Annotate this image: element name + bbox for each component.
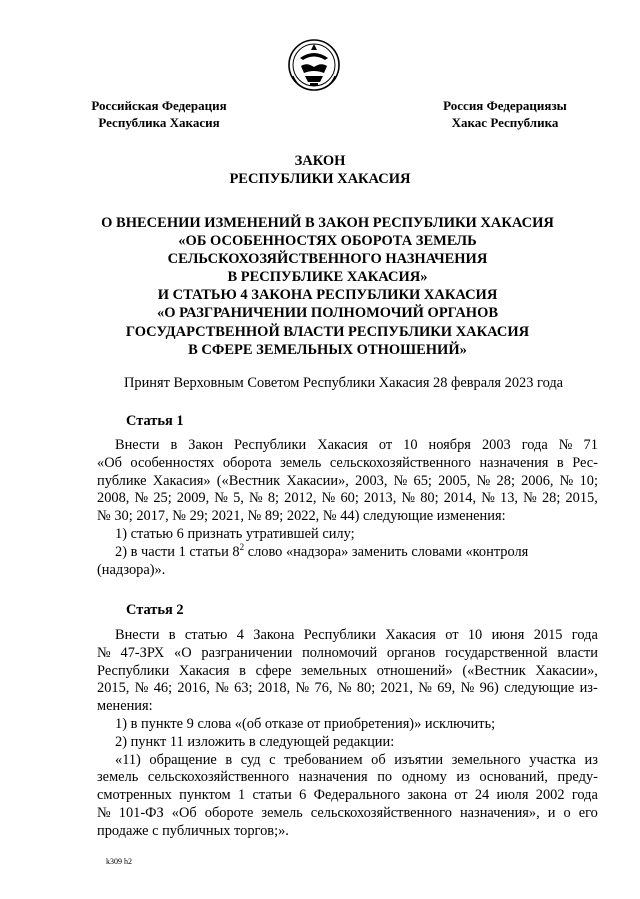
word: 80; (356, 680, 376, 697)
word: 2006, (521, 472, 554, 489)
word: от (378, 437, 393, 453)
word: № (481, 490, 495, 507)
word: Республики (303, 627, 376, 643)
word: «Об (171, 804, 197, 821)
article-1-body (97, 437, 598, 579)
paragraph-line (97, 455, 598, 473)
word: 13, (500, 490, 519, 507)
word: назначения», (459, 804, 540, 821)
khakassia-coat-of-arms-icon (287, 36, 341, 94)
word: участка (529, 751, 576, 768)
header-left-block (88, 97, 230, 131)
word: 8; (267, 490, 280, 507)
word: 2012, (284, 490, 317, 507)
word: июля (496, 787, 529, 804)
paragraph-line (97, 663, 598, 681)
word: «О (174, 644, 192, 661)
word: № (97, 644, 111, 661)
word: 69, (437, 680, 456, 697)
word: Хакасии», (286, 472, 349, 489)
paragraph-line (97, 680, 598, 698)
word: Хакасия (385, 627, 436, 643)
paragraph-line: продаже с публичных торгов;». (97, 822, 289, 839)
word: № (215, 680, 229, 697)
word: 76, (314, 680, 333, 697)
word: № (460, 680, 475, 697)
word: Закон (188, 437, 223, 453)
word: по (377, 769, 393, 786)
word: сельскохозяйственного (147, 769, 290, 786)
document-code: k309 h2 (106, 857, 132, 866)
paragraph-line (97, 645, 598, 663)
header-right-line: Хакас Республика (451, 115, 559, 130)
word: 6 (299, 787, 307, 804)
word: суд (240, 751, 261, 768)
word: публике (97, 472, 147, 489)
word: («Вестник (216, 472, 281, 489)
word: 96) (479, 680, 499, 697)
word: 24 (474, 787, 490, 804)
title-line: О ВНЕСЕНИИ ИЗМЕНЕНИЙ В ЗАКОН РЕСПУБЛИКИ ХАКАСИЯ (101, 215, 554, 231)
word: обращение (149, 751, 217, 768)
word: 60; (340, 490, 359, 507)
word: власти (557, 644, 598, 661)
word: об (371, 751, 386, 768)
word: особенностях (130, 454, 215, 471)
law-title (80, 214, 575, 359)
paragraph-line (97, 541, 598, 562)
header-left-line: Республика Хакасия (98, 115, 220, 130)
word: пунктом (179, 787, 231, 804)
word: в (225, 751, 233, 768)
word: смотренных (97, 787, 172, 804)
superscript-index: 2 (239, 541, 245, 552)
word: Внести (115, 627, 160, 643)
word: 2003, (355, 472, 388, 489)
paragraph-line: 1) статью 6 признать утратившей силу; (115, 525, 355, 542)
word: земельных (301, 662, 368, 679)
word: 2015, (565, 490, 598, 507)
word: земельного (451, 751, 521, 768)
paragraph-line (97, 805, 598, 823)
word: преду- (557, 769, 598, 786)
item-text: слово «надзора» заменить словами «контроля (244, 543, 529, 560)
word: № (401, 490, 416, 507)
paragraph-line: № 30; 2017, № 29; 2021, № 89; 2022, № 44) следующие изменения: (97, 508, 506, 525)
word: из (456, 769, 470, 786)
word: ноября (428, 437, 471, 453)
word: 80; (420, 490, 439, 507)
word: следующие (504, 680, 575, 697)
title-line: ГОСУДАРСТВЕННОЙ ВЛАСТИ РЕСПУБЛИКИ ХАКАСИЯ (125, 323, 530, 340)
word: № (134, 490, 149, 507)
word: земель (280, 454, 322, 471)
word: назначения (298, 769, 368, 786)
title-line: «ОБ ОСОБЕННОСТЯХ ОБОРОТА ЗЕМЕЛЬ (178, 233, 477, 250)
word: Закона (253, 627, 295, 643)
paragraph-line: менения: (97, 698, 153, 715)
word: из (584, 751, 598, 768)
word: № (321, 490, 336, 507)
word: Республики (97, 662, 170, 679)
word: 63; (234, 680, 253, 697)
word: 2003 (481, 437, 511, 453)
word: («Вестник (462, 662, 526, 679)
word: № (523, 490, 537, 507)
word: от (454, 787, 468, 804)
word: Хакасии», (535, 662, 598, 679)
word: 2015 (533, 627, 563, 643)
word: № (393, 472, 408, 489)
paragraph-line: 2) пункт 11 изложить в следующей редакции: (115, 733, 395, 750)
word: Хакасия (178, 662, 230, 679)
header-left-line: Российская Федерация (91, 98, 227, 113)
word: 2009, (176, 490, 210, 507)
word: Рес- (572, 454, 598, 471)
paragraph-line (97, 769, 598, 787)
title-line: В РЕСПУБЛИКЕ ХАКАСИЯ» (227, 269, 428, 286)
word: его (578, 804, 598, 821)
word: обороте (204, 804, 254, 821)
header-right-block (440, 97, 570, 131)
word: 47-ЗРХ (120, 644, 165, 661)
word: от (445, 627, 459, 643)
law-type-heading: ЗАКОН (294, 153, 346, 169)
paragraph-line (97, 490, 598, 508)
article-2-heading: Статья 2 (126, 602, 184, 618)
word: 28; (541, 490, 561, 507)
word: полномочий (302, 644, 378, 661)
word: 2005, (438, 472, 471, 489)
word: 2002 (535, 787, 565, 804)
word: 101-ФЗ (118, 804, 164, 821)
word: 46; (153, 680, 173, 697)
word: № (418, 680, 432, 697)
word: 28; (496, 472, 515, 489)
word: статьи (252, 787, 292, 804)
title-line: «О РАЗГРАНИЧЕНИИ ПОЛНОМОЧИЙ ОРГАНОВ (156, 305, 499, 322)
word: 2016, (177, 680, 210, 697)
word: органов (386, 644, 436, 661)
word: в (556, 454, 564, 471)
word: июня (491, 627, 525, 643)
word: в (239, 662, 246, 679)
word: № (558, 437, 573, 453)
word: 1 (237, 787, 246, 804)
word: 65; (413, 472, 432, 489)
paragraph-line: 1) в пункте 9 слова «(об отказе от приобретения)» исключить; (115, 715, 496, 732)
word: 5, (233, 490, 244, 507)
word: № (476, 472, 491, 489)
word: с (269, 751, 276, 768)
word: земель (97, 769, 139, 786)
word: государственной (445, 644, 548, 661)
adoption-note: Принят Верховным Советом Республики Хакасия 28 февраля 2023 года (124, 375, 564, 391)
word: года (571, 627, 598, 643)
word: № (559, 472, 574, 489)
word: «11) (115, 751, 141, 768)
word: земель (261, 804, 303, 821)
word: 2008, (97, 490, 130, 507)
article-2-body (97, 627, 598, 841)
word: изъятии (394, 751, 444, 768)
word: 4 (236, 627, 244, 643)
word: 2013, (363, 490, 397, 507)
title-line: И СТАТЬЮ 4 ЗАКОНА РЕСПУБЛИКИ ХАКАСИЯ (157, 287, 498, 304)
header-right-line: Россия Федерациязы (443, 98, 567, 113)
paragraph-line (97, 437, 598, 455)
word: из- (579, 680, 598, 697)
word: в (168, 627, 176, 643)
word: № (337, 680, 352, 697)
word: закона (407, 787, 447, 804)
word: оборота (222, 454, 272, 471)
word: одному (401, 769, 447, 786)
word: года (571, 787, 598, 804)
word: отношений» (376, 662, 453, 679)
word: 10; (579, 472, 598, 489)
word: Хакасия (317, 437, 368, 453)
word: статью (184, 627, 228, 643)
word: 2021, (380, 680, 413, 697)
word: 25; (153, 490, 172, 507)
word: разграничении (201, 644, 293, 661)
word: Федерального (313, 787, 401, 804)
word: 2018, (257, 680, 291, 697)
paragraph-line (97, 787, 598, 805)
word: сельскохозяйственного (310, 804, 452, 821)
word: 2015, (97, 680, 130, 697)
word: и (547, 804, 556, 821)
word: № (97, 804, 111, 821)
word: Хакасия» (152, 472, 211, 489)
word: в (170, 437, 178, 453)
word: «Об (97, 454, 122, 471)
word: сфере (255, 662, 292, 679)
title-line: В СФЕРЕ ЗЕМЕЛЬНЫХ ОТНОШЕНИЙ» (188, 341, 467, 358)
word: 10 (403, 437, 418, 453)
word: 71 (583, 437, 598, 453)
word: сельскохозяйственного (329, 454, 471, 471)
word: № (134, 680, 149, 697)
title-line: СЕЛЬСКОХОЗЯЙСТВЕННОГО НАЗНАЧЕНИЯ (167, 251, 488, 268)
word: оснований, (479, 769, 548, 786)
word: 2014, (443, 490, 477, 507)
word: № (214, 490, 229, 507)
word: года (521, 437, 548, 453)
item-text: 2) в части 1 статьи 8 (115, 543, 240, 560)
article-1-heading: Статья 1 (126, 413, 184, 429)
paragraph-line (97, 627, 598, 645)
word: требованием (284, 751, 363, 768)
word: № (295, 680, 310, 697)
paragraph-line (97, 473, 598, 491)
word: назначения (479, 454, 549, 471)
word: Республики (234, 437, 307, 453)
law-subject-heading: РЕСПУБЛИКИ ХАКАСИЯ (229, 171, 411, 187)
word: о (563, 804, 571, 821)
word: Внести (115, 437, 160, 453)
word: 10 (467, 627, 483, 643)
paragraph-line (97, 752, 598, 770)
word: № (249, 490, 263, 507)
paragraph-line: (надзора)». (97, 561, 166, 578)
